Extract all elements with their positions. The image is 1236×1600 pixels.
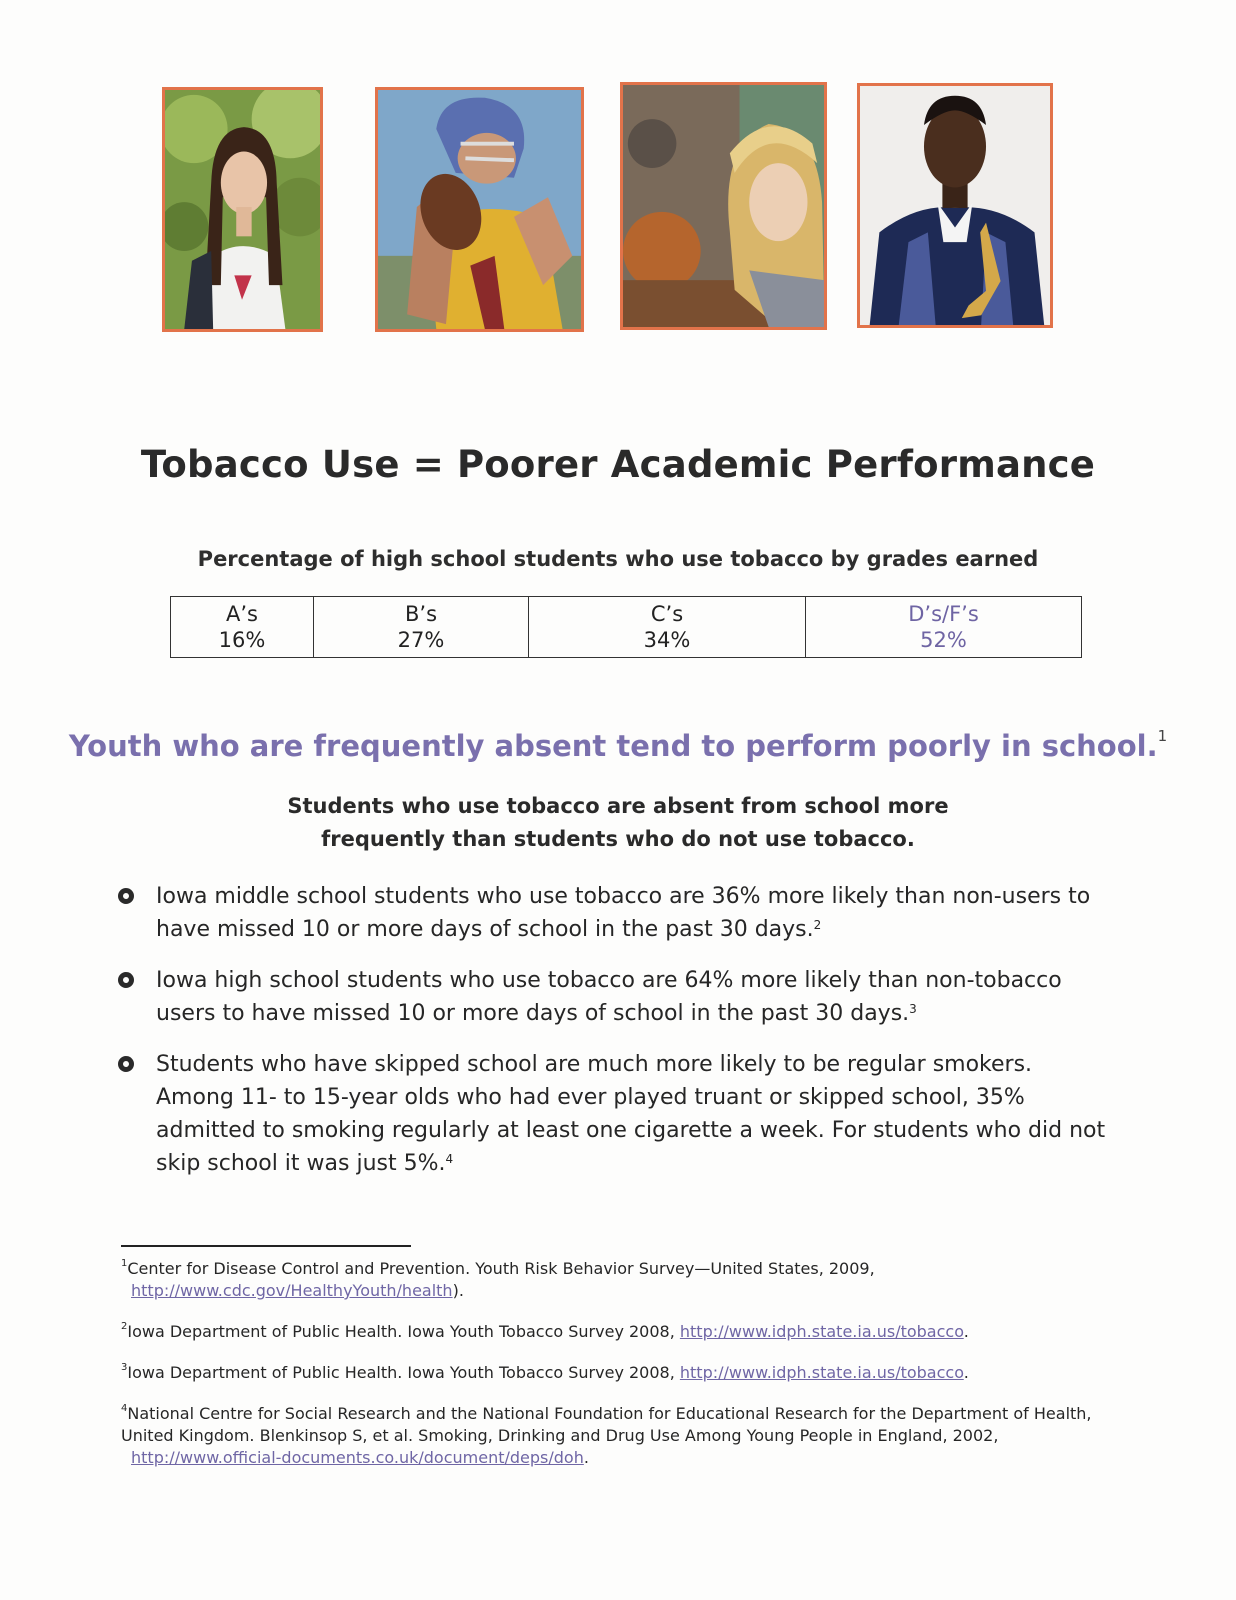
absence-subheading xyxy=(0,790,1236,856)
table-caption: Percentage of high school students who use tobacco by grades earned xyxy=(197,547,1039,571)
fact-text: Students who have skipped school are much more likely to be regular smokers. Among 11- to 15-year olds who had ever played truant or skipped school, 35% admitted to smoking regularly at least one cigarette a week. For students who did not skip school it was just 5%.$^4$ xyxy=(156,1052,1106,1176)
fact-text: Iowa high school students who use tobacco are 64% more likely than non-tobacco users to have missed 10 or more days of school in the past 30 days.$^3$ xyxy=(156,968,1062,1026)
footnote-ref: 2 xyxy=(813,918,822,932)
page-title: Tobacco Use = Poorer Academic Performance xyxy=(140,443,1096,486)
footnote-2: $^2$Iowa Department of Public Health. Iowa Youth Tobacco Survey 2008, http://www.idph.state.ia.us/tobacco. xyxy=(121,1321,969,1341)
grade-cell-c xyxy=(529,597,806,658)
footnote-1: $^1$Center for Disease Control and Prevention. Youth Risk Behavior Survey—United States, 2009, http://www.cdc.gov/HealthyYouth/health). xyxy=(121,1258,875,1300)
grade-cell-df xyxy=(806,597,1082,658)
footnote-divider xyxy=(121,1245,411,1247)
facts-list xyxy=(118,880,1108,1198)
footnote-link[interactable]: http://www.official-documents.co.uk/document/deps/doh xyxy=(131,1448,584,1467)
fact-text: Iowa middle school students who use tobacco are 36% more likely than non-users to have missed 10 or more days of school in the past 30 days.$^2$ xyxy=(156,884,1091,942)
footnote-ref: 4 xyxy=(445,1152,454,1166)
bullet-icon xyxy=(118,888,134,904)
list-item xyxy=(118,964,1108,1030)
absence-heading xyxy=(0,729,1236,763)
absence-subheading-line: frequently than students who do not use tobacco. xyxy=(321,827,915,851)
bullet-icon xyxy=(118,972,134,988)
list-item xyxy=(118,1048,1108,1180)
smiling-blonde-girl-photo xyxy=(620,82,827,330)
footnote-link[interactable]: http://www.cdc.gov/HealthyYouth/health xyxy=(131,1281,453,1300)
footnote-link[interactable]: http://www.idph.state.ia.us/tobacco xyxy=(679,1322,964,1341)
grade-label: C’s xyxy=(650,602,684,626)
list-item xyxy=(118,880,1108,946)
grades-table xyxy=(170,596,1082,658)
bullet-icon xyxy=(118,1056,134,1072)
football-player-photo xyxy=(375,87,584,332)
grade-percent: 27% xyxy=(397,628,445,652)
footnote-3: $^3$Iowa Department of Public Health. Iowa Youth Tobacco Survey 2008, http://www.idph.state.ia.us/tobacco. xyxy=(121,1362,969,1382)
footnotes xyxy=(121,1258,1111,1488)
boy-with-saxophone-photo xyxy=(857,83,1053,328)
grade-percent: 34% xyxy=(643,628,691,652)
grade-cell-a xyxy=(171,597,314,658)
grade-label: D’s/F’s xyxy=(908,602,979,626)
absence-subheading-line: Students who use tobacco are absent from school more xyxy=(287,794,949,818)
grade-cell-b xyxy=(314,597,529,658)
grade-label: A’s xyxy=(226,602,258,626)
grade-percent: 16% xyxy=(218,628,266,652)
footnote-ref: 1 xyxy=(1157,727,1168,745)
absence-heading-text: Youth who are frequently absent tend to perform poorly in school. xyxy=(68,729,1158,763)
footnote-link[interactable]: http://www.idph.state.ia.us/tobacco xyxy=(679,1363,964,1382)
footnote-ref: 3 xyxy=(909,1002,917,1016)
girl-with-backpack-photo xyxy=(162,87,323,332)
grade-percent: 52% xyxy=(920,628,967,652)
footnote-4: $^4$National Centre for Social Research and the National Foundation for Educational Research for the Department of Health, United Kingdom. Blenkinsop S, et al. Smoking, Drinking and Drug Use Among Young People in England, 2002, http://www.official-documents.co.uk/document/deps/doh. xyxy=(121,1403,1092,1467)
grade-label: B’s xyxy=(404,602,438,626)
